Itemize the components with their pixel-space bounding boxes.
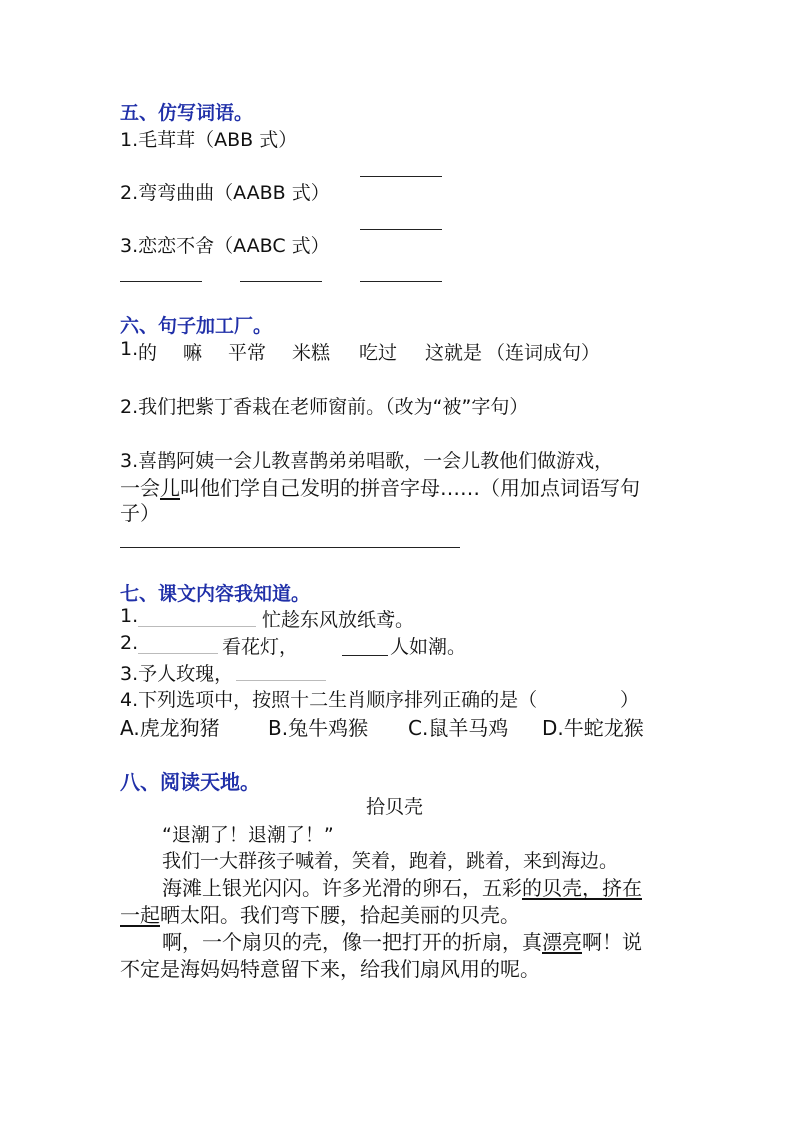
sec5-question-2: 2.弯弯曲曲（AABB 式） <box>120 182 330 204</box>
sec6-q1-word-2: 嘛 <box>183 342 203 364</box>
reading-paragraph-4-line-2: 不定是海妈妈特意留下来，给我们扇风用的呢。 <box>120 957 540 981</box>
reading-p3-text-a: 海滩上银光闪闪。许多光滑的卵石，五彩 <box>162 876 522 900</box>
sec6-q3-dotted-word: 儿 <box>160 476 180 500</box>
reading-paragraph-4-line-1 <box>162 926 642 955</box>
sec7-q2-number: 2. <box>120 632 139 654</box>
sec7-q2-blank-1 <box>138 653 218 654</box>
reading-paragraph-2: 我们一大群孩子喊着，笑着，跑着，跳着，来到海边。 <box>162 850 619 872</box>
sec6-q1-number: 1. <box>120 338 139 360</box>
sec7-q1-number: 1. <box>120 605 139 627</box>
reading-p4-underlined: 漂亮 <box>542 930 582 954</box>
sec7-option-a: A.虎龙狗猪 <box>120 716 220 740</box>
reading-title: 拾贝壳 <box>366 796 424 818</box>
sec6-question-2: 2.我们把紫丁香栽在老师窗前。（改为“被”字句） <box>120 396 529 418</box>
section-7-heading: 七、课文内容我知道。 <box>120 583 311 605</box>
sec5-q2-blank <box>360 229 442 230</box>
sec7-option-c: C.鼠羊马鸡 <box>408 716 509 740</box>
sec6-question-3-line-1: 3.喜鹊阿姨一会儿教喜鹊弟弟唱歌，一会儿教他们做游戏， <box>120 450 614 472</box>
reading-paragraph-1: “退潮了！退潮了！” <box>162 824 334 846</box>
sec5-q3-blank-1 <box>120 281 202 282</box>
sec6-q3-text-before: 一会 <box>120 476 160 500</box>
sec6-question-3-line-2 <box>120 472 640 501</box>
section-6-heading: 六、句子加工厂。 <box>120 315 273 337</box>
sec6-q1-word-1: 的 <box>138 342 158 364</box>
reading-p3-underlined-a: 的贝壳，挤在 <box>522 876 642 900</box>
sec7-q3-blank <box>236 680 326 681</box>
sec5-q3-blank-3 <box>360 281 442 282</box>
reading-p3-underlined-b: 一起 <box>120 903 160 927</box>
sec7-q2-text-b: 人如潮。 <box>390 636 467 658</box>
sec7-question-1: 忙趁东风放纸鸢。 <box>262 609 415 631</box>
sec7-option-d: D.牛蛇龙猴 <box>542 716 644 740</box>
reading-p4-text-b: 啊！说 <box>582 930 642 954</box>
reading-paragraph-3-line-1 <box>162 872 642 901</box>
sec7-q2-text-a: 看花灯， <box>222 636 299 658</box>
sec5-question-3: 3.恋恋不舍（AABC 式） <box>120 235 330 257</box>
reading-paragraph-3-line-2 <box>120 899 520 928</box>
sec7-question-3: 3.予人玫瑰， <box>120 663 234 685</box>
reading-p3-text-b: 晒太阳。我们弯下腰，拾起美丽的贝壳。 <box>160 903 520 927</box>
sec7-q2-blank-2 <box>342 655 388 656</box>
sec6-question-3-line-3: 子） <box>120 501 160 525</box>
sec6-q1-hint: （连词成句） <box>486 342 601 364</box>
sec6-q1-word-6: 这就是 <box>425 342 483 364</box>
sec6-q3-text-after: 叫他们学自己发明的拼音字母……（用加点词语写句 <box>180 476 640 500</box>
sec7-option-b: B.兔牛鸡猴 <box>268 716 369 740</box>
section-5-heading: 五、仿写词语。 <box>120 102 254 124</box>
sec7-question-4: 4.下列选项中，按照十二生肖顺序排列正确的是（ <box>120 689 538 711</box>
sec6-q1-word-5: 吃过 <box>359 342 398 364</box>
sec5-q1-blank <box>360 176 442 177</box>
sec7-q1-blank <box>138 626 256 627</box>
section-8-heading: 八、阅读天地。 <box>120 770 260 794</box>
sec7-q4-close-paren: ） <box>620 689 640 711</box>
sec6-q3-answer-line <box>120 547 460 548</box>
sec5-question-1: 1.毛茸茸（ABB 式） <box>120 129 298 151</box>
sec6-q1-word-3: 平常 <box>228 342 267 364</box>
sec6-q1-word-4: 米糕 <box>292 342 331 364</box>
sec5-q3-blank-2 <box>240 281 322 282</box>
reading-p4-text-a: 啊，一个扇贝的壳，像一把打开的折扇，真 <box>162 930 542 954</box>
